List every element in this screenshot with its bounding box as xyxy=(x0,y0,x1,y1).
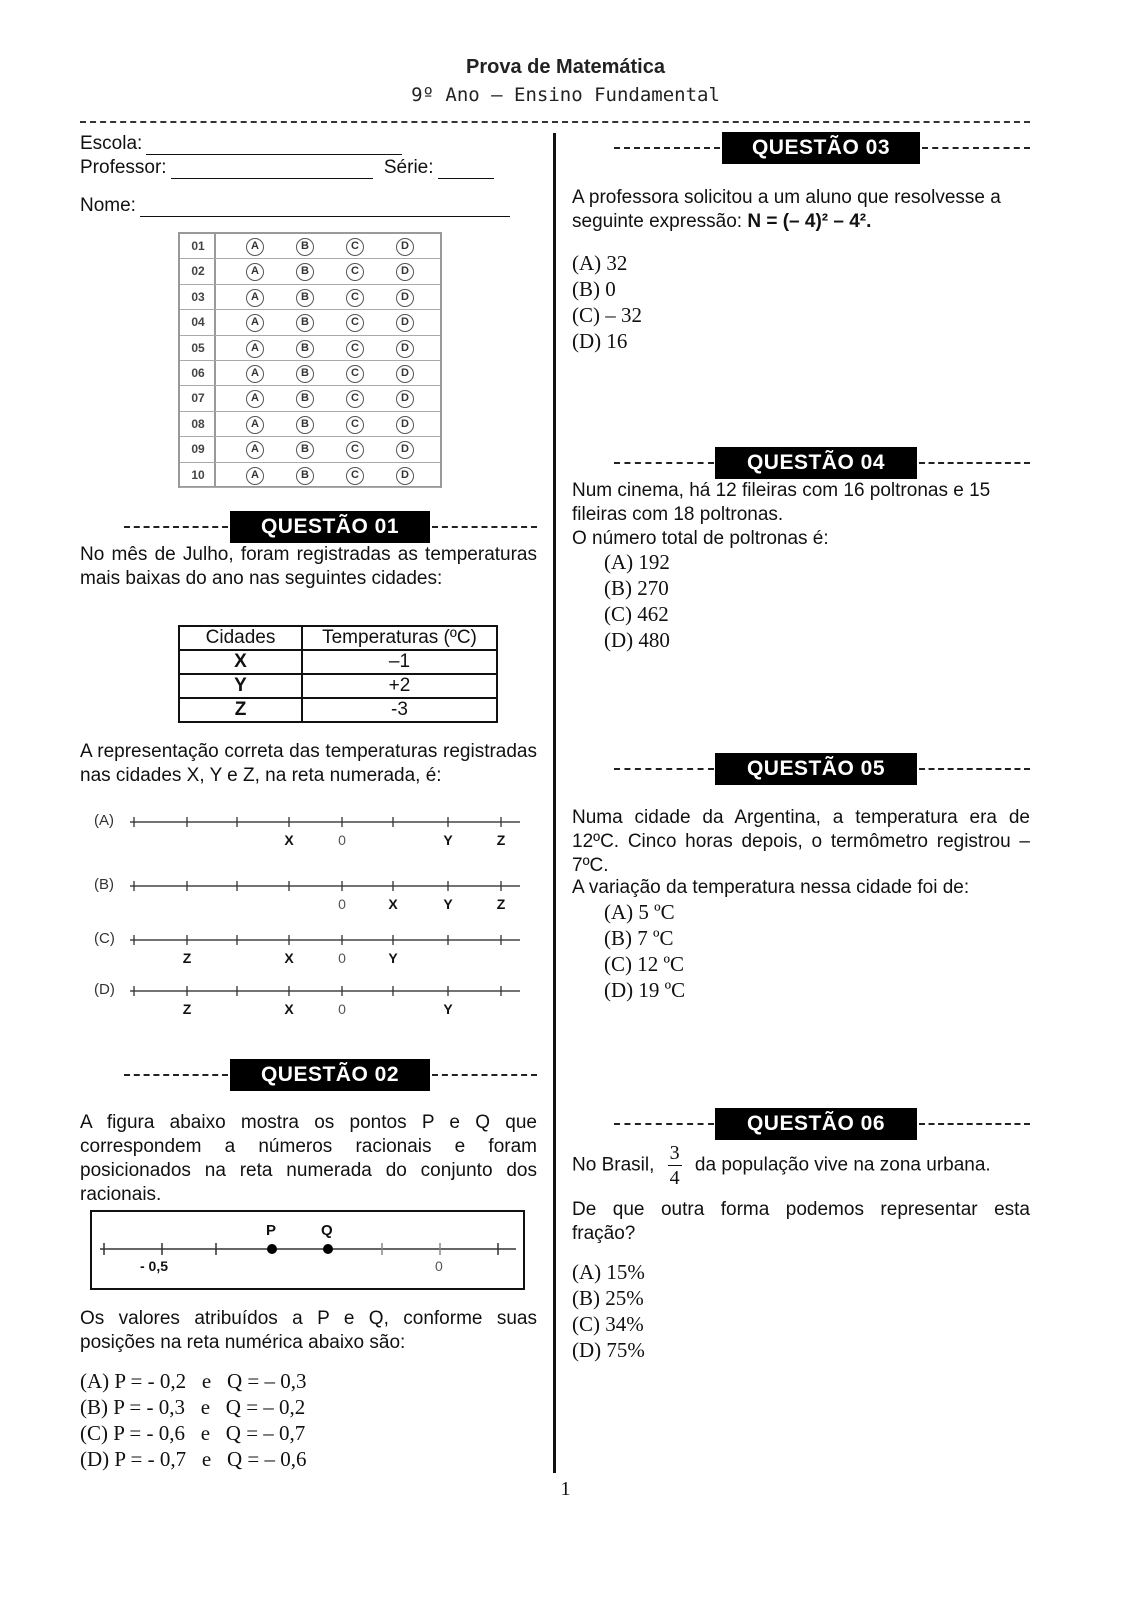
point-label: Y xyxy=(388,950,398,966)
fraction-three-quarters xyxy=(668,1143,682,1188)
answer-bubble-c[interactable]: C xyxy=(346,314,364,332)
header-dash-right xyxy=(919,1123,1030,1125)
answer-bubble-a[interactable]: A xyxy=(246,340,264,358)
question-05-header xyxy=(572,753,1030,785)
fraction-bar xyxy=(668,1165,682,1166)
answer-bubble-a[interactable]: A xyxy=(246,365,264,383)
option-a[interactable]: (A) 32 xyxy=(572,251,628,275)
answer-row xyxy=(180,234,440,259)
question-03-text: A professora solicitou a um aluno que resolvesse a seguinte expressão: xyxy=(572,187,1001,232)
number-line-options xyxy=(80,810,540,1020)
temp-z: -3 xyxy=(302,698,497,722)
answer-bubble-a[interactable]: A xyxy=(246,289,264,307)
answer-bubble-c[interactable]: C xyxy=(346,467,364,485)
answer-row xyxy=(180,386,440,411)
point-p-label: P xyxy=(266,1222,277,1239)
column-divider xyxy=(553,133,556,1473)
page-title: Prova de Matemática xyxy=(466,56,665,78)
option-letter: (C) xyxy=(94,930,115,947)
temperature-table xyxy=(178,625,498,723)
point-label: X xyxy=(284,832,294,848)
answer-bubble-c[interactable]: C xyxy=(346,416,364,434)
answer-bubble-b[interactable]: B xyxy=(296,441,314,459)
pq-number-line-figure xyxy=(90,1210,525,1290)
answer-row xyxy=(180,437,440,462)
point-q-label: Q xyxy=(321,1222,333,1239)
answer-bubble-b[interactable]: B xyxy=(296,416,314,434)
question-02-options xyxy=(80,1368,306,1472)
header-dash-right xyxy=(432,1074,537,1076)
answer-bubble-c[interactable]: C xyxy=(346,238,364,256)
temp-x: –1 xyxy=(302,650,497,674)
nome-field[interactable] xyxy=(80,195,510,217)
question-04-intro: Num cinema, há 12 fileiras com 16 poltronas e 15 fileiras com 18 poltronas. xyxy=(572,480,991,525)
fraction-numerator: 3 xyxy=(669,1142,680,1164)
question-01-prompt: A representação correta das temperaturas registradas nas cidades X, Y e Z, na reta numerada, é: xyxy=(80,741,537,786)
point-label: 0 xyxy=(338,832,346,848)
escola-label: Escola: xyxy=(80,133,143,154)
answer-row-number: 07 xyxy=(191,391,205,406)
header-dash-right xyxy=(919,768,1030,770)
option-letter: (A) xyxy=(94,812,114,829)
question-06-prompt: De que outra forma podemos representar esta fração? xyxy=(572,1199,1030,1244)
option-c[interactable]: (C) P = - 0,6 e Q = – 0,7 xyxy=(80,1421,306,1445)
answer-row-number: 02 xyxy=(191,264,205,279)
answer-bubble-b[interactable]: B xyxy=(296,390,314,408)
number-line-option-c[interactable] xyxy=(80,928,540,972)
table-row xyxy=(179,698,497,722)
question-01-header xyxy=(80,511,537,543)
question-02-label: QUESTÃO 02 xyxy=(230,1059,430,1091)
question-05-options xyxy=(604,899,685,1003)
answer-bubble-b[interactable]: B xyxy=(296,263,314,281)
answer-bubble-c[interactable]: C xyxy=(346,441,364,459)
answer-row xyxy=(180,463,440,488)
answer-bubble-d[interactable]: D xyxy=(396,467,414,485)
question-02-intro: A figura abaixo mostra os pontos P e Q que correspondem a números racionais e foram posicionados na reta numerada do conjunto dos racionais. xyxy=(80,1112,537,1205)
number-line xyxy=(80,812,540,832)
option-b[interactable]: (B) 25% xyxy=(572,1286,644,1310)
answer-bubble-d[interactable]: D xyxy=(396,390,414,408)
answer-row-number: 04 xyxy=(191,315,205,330)
city-y: Y xyxy=(179,674,302,698)
point-label: 0 xyxy=(338,896,346,912)
answer-row-number: 06 xyxy=(191,366,205,380)
number-line-option-a[interactable] xyxy=(80,810,540,854)
escola-field[interactable] xyxy=(80,133,402,155)
point-label: Y xyxy=(443,1001,453,1017)
answer-bubble-d[interactable]: D xyxy=(396,365,414,383)
question-06-header xyxy=(572,1108,1030,1140)
header-dash-left xyxy=(614,1123,714,1125)
minus-half-label: - 0,5 xyxy=(140,1258,169,1274)
option-c[interactable]: (C) – 32 xyxy=(572,303,642,327)
point-label: X xyxy=(284,950,294,966)
answer-bubble-d[interactable]: D xyxy=(396,238,414,256)
answer-bubble-a[interactable]: A xyxy=(246,390,264,408)
answer-row xyxy=(180,412,440,437)
city-z: Z xyxy=(179,698,302,722)
point-label: Z xyxy=(496,832,506,848)
answer-bubble-a[interactable]: A xyxy=(246,467,264,485)
answer-bubble-a[interactable]: A xyxy=(246,238,264,256)
number-line xyxy=(80,981,540,1001)
answer-bubble-c[interactable]: C xyxy=(346,289,364,307)
option-b[interactable]: (B) 7 ºC xyxy=(604,926,674,950)
header-dash-left xyxy=(124,526,228,528)
option-a[interactable]: (A) 192 xyxy=(604,550,670,574)
number-line-option-b[interactable] xyxy=(80,874,540,918)
serie-blank[interactable] xyxy=(438,161,494,179)
page-number: 1 xyxy=(560,1478,571,1500)
point-label: Y xyxy=(443,832,453,848)
point-label: Z xyxy=(496,896,506,912)
city-x: X xyxy=(179,650,302,674)
answer-bubble-a[interactable]: A xyxy=(246,416,264,434)
professor-blank[interactable] xyxy=(171,161,373,179)
question-04-options xyxy=(604,549,670,653)
point-label: Y xyxy=(443,896,453,912)
answer-row-number: 10 xyxy=(191,467,205,482)
header-dash-left xyxy=(614,462,714,464)
answer-bubble-b[interactable]: B xyxy=(296,314,314,332)
answer-row xyxy=(180,259,440,284)
nome-label: Nome: xyxy=(80,195,136,216)
fraction-denominator: 4 xyxy=(669,1167,680,1189)
option-a[interactable]: (A) 15% xyxy=(572,1260,645,1284)
question-05-label: QUESTÃO 05 xyxy=(715,753,917,785)
question-06-text-before: No Brasil, xyxy=(572,1154,655,1176)
serie-label: Série: xyxy=(383,157,434,178)
option-c[interactable]: (C) 12 ºC xyxy=(604,952,685,976)
number-line-option-d[interactable] xyxy=(80,979,540,1023)
nome-blank[interactable] xyxy=(140,199,510,217)
option-c[interactable]: (C) 462 xyxy=(604,602,669,626)
answer-bubble-d[interactable]: D xyxy=(396,314,414,332)
question-03-label: QUESTÃO 03 xyxy=(722,132,920,164)
answer-bubble-a[interactable]: A xyxy=(246,441,264,459)
professor-label: Professor: xyxy=(80,157,167,178)
option-a[interactable]: (A) P = - 0,2 e Q = – 0,3 xyxy=(80,1369,307,1393)
option-d[interactable]: (D) P = - 0,7 e Q = – 0,6 xyxy=(80,1447,307,1471)
question-04-label: QUESTÃO 04 xyxy=(715,447,917,479)
answer-bubble-d[interactable]: D xyxy=(396,340,414,358)
answer-bubble-c[interactable]: C xyxy=(346,365,364,383)
question-03-intro xyxy=(572,186,1030,234)
point-label: Z xyxy=(182,1001,192,1017)
pq-number-line xyxy=(92,1212,523,1288)
answer-bubble-d[interactable]: D xyxy=(396,441,414,459)
question-01-label: QUESTÃO 01 xyxy=(230,511,430,543)
option-c[interactable]: (C) 34% xyxy=(572,1312,644,1336)
page-subtitle: 9º Ano – Ensino Fundamental xyxy=(411,84,720,106)
option-letter: (D) xyxy=(94,981,115,998)
question-05-intro: Numa cidade da Argentina, a temperatura era de 12ºC. Cinco horas depois, o termômetro registrou – 7ºC. xyxy=(572,807,1030,876)
option-d[interactable]: (D) 19 ºC xyxy=(604,978,686,1002)
answer-row-number: 03 xyxy=(191,289,205,304)
question-03-options xyxy=(572,250,642,354)
answer-row-number: 09 xyxy=(191,442,205,457)
question-06-intro xyxy=(572,1143,1030,1188)
option-b[interactable]: (B) 0 xyxy=(572,277,616,301)
header-divider xyxy=(80,121,1030,123)
option-letter: (B) xyxy=(94,876,114,893)
professor-field[interactable] xyxy=(80,157,494,179)
answer-bubble-b[interactable]: B xyxy=(296,289,314,307)
option-d[interactable]: (D) 16 xyxy=(572,329,628,353)
question-05-prompt: A variação da temperatura nessa cidade foi de: xyxy=(572,877,970,898)
table-row xyxy=(179,650,497,674)
option-b[interactable]: (B) 270 xyxy=(604,576,669,600)
question-04-prompt: O número total de poltronas é: xyxy=(572,528,829,549)
option-d[interactable]: (D) 480 xyxy=(604,628,670,652)
table-header-cidades: Cidades xyxy=(179,626,302,650)
option-a[interactable]: (A) 5 ºC xyxy=(604,900,675,924)
answer-bubble-b[interactable]: B xyxy=(296,238,314,256)
answer-row-number: 05 xyxy=(191,340,205,355)
option-d[interactable]: (D) 75% xyxy=(572,1338,645,1362)
point-label: Z xyxy=(182,950,192,966)
answer-row xyxy=(180,310,440,335)
answer-bubble-c[interactable]: C xyxy=(346,390,364,408)
point-label: X xyxy=(388,896,398,912)
point-label: 0 xyxy=(338,1001,346,1017)
answer-row xyxy=(180,285,440,310)
answer-bubble-b[interactable]: B xyxy=(296,340,314,358)
number-line xyxy=(80,876,540,896)
question-01-intro: No mês de Julho, foram registradas as temperaturas mais baixas do ano nas seguintes cidades: xyxy=(80,544,537,589)
answer-bubble-b[interactable]: B xyxy=(296,365,314,383)
header-dash-left xyxy=(614,147,720,149)
question-03-header xyxy=(572,132,1030,164)
header-dash-left xyxy=(614,768,714,770)
table-row xyxy=(179,674,497,698)
question-06-text-after: da população vive na zona urbana. xyxy=(694,1154,991,1176)
answer-bubble-d[interactable]: D xyxy=(396,289,414,307)
answer-row-number: 01 xyxy=(191,239,205,253)
point-label: X xyxy=(284,1001,294,1017)
header-dash-left xyxy=(124,1074,228,1076)
header-dash-right xyxy=(922,147,1030,149)
header-dash-right xyxy=(919,462,1030,464)
question-04-header xyxy=(572,447,1030,479)
answer-bubble-a[interactable]: A xyxy=(246,314,264,332)
question-06-label: QUESTÃO 06 xyxy=(715,1108,917,1140)
zero-label: 0 xyxy=(435,1258,443,1274)
answer-bubble-b[interactable]: B xyxy=(296,467,314,485)
answer-row xyxy=(180,361,440,386)
question-02-header xyxy=(80,1059,537,1091)
temp-y: +2 xyxy=(302,674,497,698)
point-label: 0 xyxy=(338,950,346,966)
header-dash-right xyxy=(432,526,537,528)
escola-blank[interactable] xyxy=(146,137,402,155)
number-line xyxy=(80,930,540,950)
answer-bubble-c[interactable]: C xyxy=(346,263,364,281)
answer-bubble-d[interactable]: D xyxy=(396,263,414,281)
answer-bubble-a[interactable]: A xyxy=(246,263,264,281)
answer-sheet xyxy=(178,232,442,488)
answer-row-number: 08 xyxy=(191,416,205,431)
question-03-expression: N = (– 4)² – 4². xyxy=(747,211,872,232)
answer-bubble-d[interactable]: D xyxy=(396,416,414,434)
answer-bubble-c[interactable]: C xyxy=(346,340,364,358)
answer-row xyxy=(180,336,440,361)
question-06-options xyxy=(572,1259,645,1363)
table-header-temperaturas: Temperaturas (ºC) xyxy=(302,626,497,650)
question-02-prompt: Os valores atribuídos a P e Q, conforme suas posições na reta numérica abaixo são: xyxy=(80,1308,537,1353)
option-b[interactable]: (B) P = - 0,3 e Q = – 0,2 xyxy=(80,1395,306,1419)
